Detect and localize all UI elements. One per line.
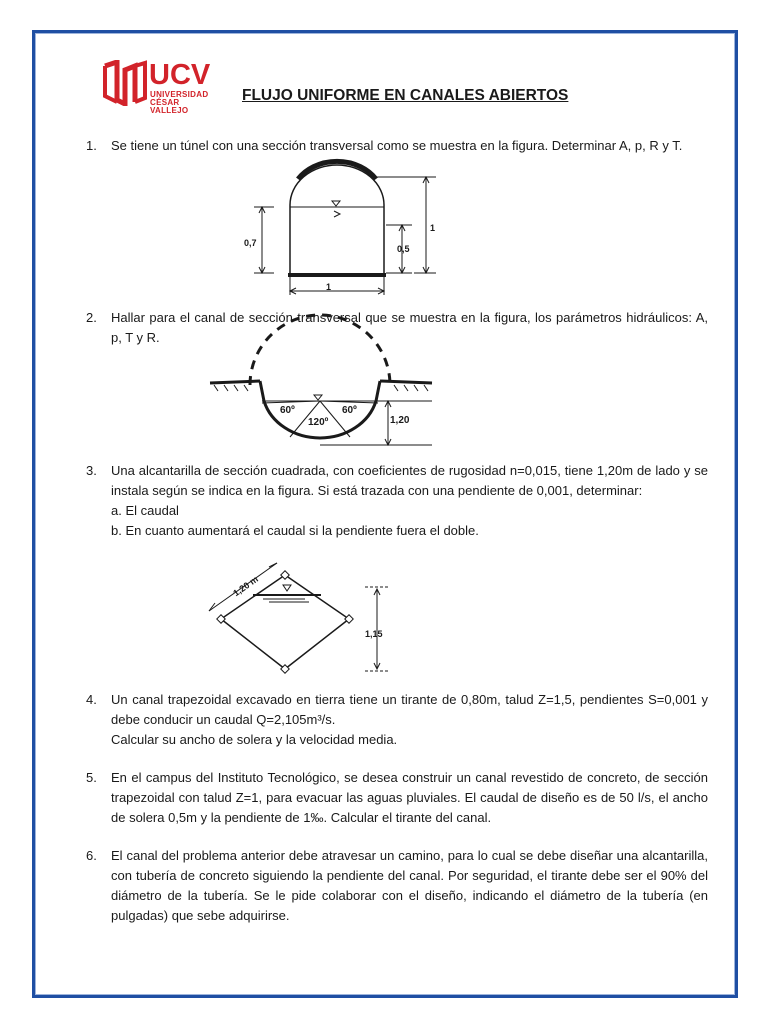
problem-number: 5. <box>86 770 97 785</box>
problem-extra: Calcular su ancho de solera y la velocidad media. <box>111 732 398 747</box>
dim-label: 1,20 m <box>231 574 260 599</box>
problem-text: En el campus del Instituto Tecnológico, se desea construir un canal revestido de concreto, de sección trapezoidal con talud Z=1, para evacuar las aguas pluviales. El caudal de diseño es de 50 l/s, el ancho de solera 0,5m y la pendiente de 1‰. Calcular el tirante del canal. <box>111 770 708 825</box>
figure-square-culvert <box>205 565 405 680</box>
logo-name: UCV <box>149 59 211 91</box>
problem-text: Un canal trapezoidal excavado en tierra tiene un tirante de 0,80m, talud Z=1,5, pendientes S=0,001 y debe conducir un caudal Q=2,105m³/s. <box>111 692 708 727</box>
dim-label: 0,7 <box>244 238 257 248</box>
dim-label: 1,20 <box>390 415 410 426</box>
problem-text: Se tiene un túnel con una sección transversal como se muestra en la figura. Determinar A, p, R y T. <box>111 138 683 153</box>
figure-tunnel <box>240 165 450 300</box>
problem-5 <box>86 768 708 828</box>
angle-label: 60º <box>342 405 357 416</box>
ucv-emblem-icon <box>103 60 147 106</box>
problem-number: 4. <box>86 692 97 707</box>
problem-text: Hallar para el canal de sección transversal que se muestra en la figura, los parámetros hidráulicos: A, p, T y R. <box>111 310 708 345</box>
logo-subtitle-2: CÉSAR VALLEJO <box>150 98 189 115</box>
problem-item: a. El caudal <box>111 503 179 518</box>
problem-3 <box>86 461 708 541</box>
ucv-logo <box>103 59 213 115</box>
dim-label: 1 <box>326 282 332 292</box>
dim-label: 1 <box>430 223 436 233</box>
angle-label: 120º <box>308 417 329 428</box>
page-title: FLUJO UNIFORME EN CANALES ABIERTOS <box>242 87 569 104</box>
problem-2 <box>86 308 708 348</box>
angle-label: 60º <box>280 405 295 416</box>
problem-number: 3. <box>86 463 97 478</box>
problem-text: Una alcantarilla de sección cuadrada, con coeficientes de rugosidad n=0,015, tiene 1,20m de lado y se instala según se indica en la figura. Si está trazada con una pendiente de 0,001, determinar: <box>111 463 708 498</box>
problem-1 <box>86 136 708 156</box>
logo-subtitle-1: UNIVERSIDAD <box>150 90 209 99</box>
problem-number: 2. <box>86 310 97 325</box>
problem-6 <box>86 846 708 926</box>
problem-4 <box>86 690 708 750</box>
dim-label: 0,5 <box>397 244 410 254</box>
problem-item: b. En cuanto aumentará el caudal si la pendiente fuera el doble. <box>111 523 479 538</box>
problem-text: El canal del problema anterior debe atravesar un camino, para lo cual se debe diseñar una alcantarilla, con tubería de concreto siguiendo la pendiente del canal. Por seguridad, el tirante debe ser el 90% del diámetro de la tubería. Se le pide colaborar con el diseño, indicando el diámetro de la tubería (en pulgadas) que sebe adquirirse. <box>111 848 708 923</box>
problem-number: 6. <box>86 848 97 863</box>
dim-label: 1,15 <box>365 629 383 639</box>
figure-circular-channel <box>210 345 450 450</box>
problem-number: 1. <box>86 138 97 153</box>
